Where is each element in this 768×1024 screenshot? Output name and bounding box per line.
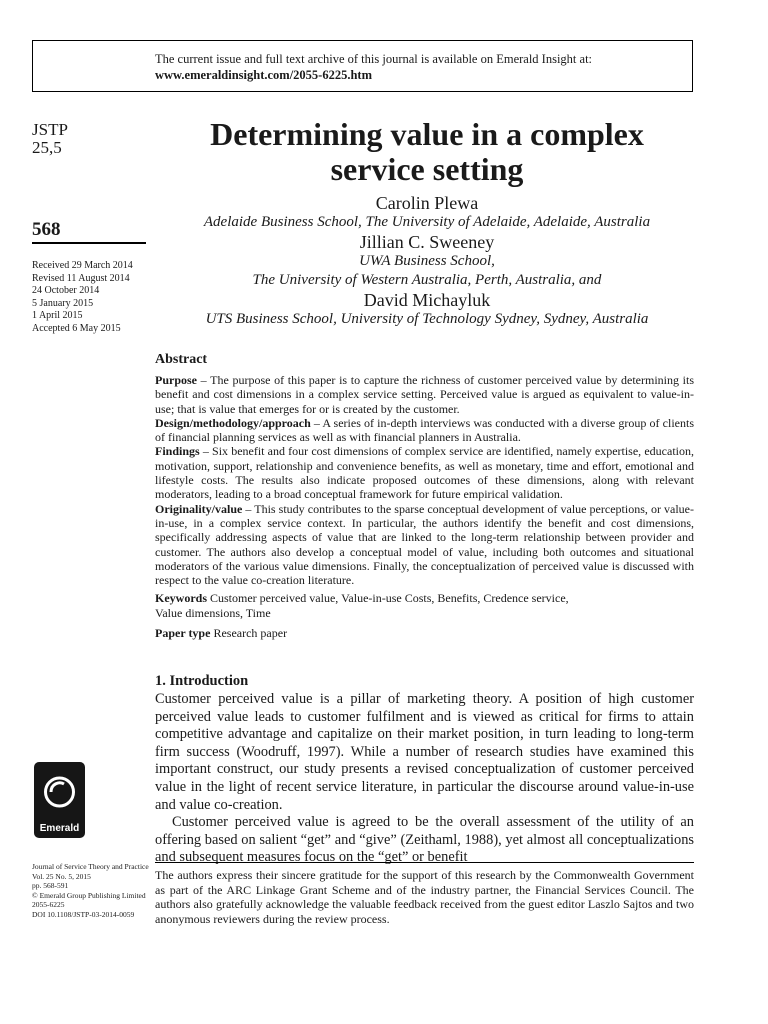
author-affiliation: UTS Business School, University of Technology Sydney, Sydney, Australia xyxy=(205,311,649,327)
paper-type-label: Paper type xyxy=(155,626,211,641)
page-number-rule xyxy=(32,242,146,244)
page-number: 568 xyxy=(32,219,61,240)
journal-pages: pp. 568-591 xyxy=(32,881,69,890)
keywords xyxy=(155,591,694,620)
author-affiliation: Adelaide Business School, The University of Adelaide, Adelaide, Australia xyxy=(203,214,651,230)
date-revised: 1 April 2015 xyxy=(32,310,83,321)
doi: DOI 10.1108/JSTP-03-2014-0059 xyxy=(32,909,135,919)
journal-access-banner xyxy=(32,40,693,92)
keywords-text: Value dimensions, Time xyxy=(155,605,271,620)
acknowledgement-footnote: The authors express their sincere gratitude for the support of this research by the Commonwealth Government as part of the ARC Linkage Grant Scheme and of the industry partner, the Financial Services Council. The authors also gratefully acknowledge the valuable feedback received from the guest editor Laszlo Sajtos and two anonymous reviewers during the review process. xyxy=(155,868,694,926)
journal-name: Journal of Service Theory and Practice xyxy=(32,862,149,871)
author-name: Jillian C. Sweeney xyxy=(359,232,495,252)
date-revised: Revised 11 August 2014 xyxy=(32,272,130,284)
section-label: Design/methodology/approach xyxy=(155,415,311,430)
emerald-logo xyxy=(34,762,85,838)
journal-code xyxy=(32,121,68,157)
body-paragraph: Customer perceived value is agreed to be the overall assessment of the utility of an offering based on salient “get” and “give” (Zeithaml, 1988), yet almost all conceptualizations and subsequent measures focus on the “get” or benefit xyxy=(155,814,694,866)
author-name: Carolin Plewa xyxy=(375,193,479,213)
author-affiliation: UWA Business School, xyxy=(359,253,495,269)
paper-type-value: Research paper xyxy=(213,626,288,641)
section-heading: 1. Introduction xyxy=(155,673,249,689)
abstract-findings xyxy=(155,444,694,501)
paper-type xyxy=(155,626,694,640)
banner-text: The current issue and full text archive of this journal is available on Emerald Insight at: xyxy=(155,52,593,66)
abstract-originality xyxy=(155,502,694,588)
body-paragraph: Customer perceived value is a pillar of marketing theory. A position of high customer perceived value leads to customer fulfilment and is viewed as critical for firms to attain competitive advantage and capitalize on their market position, in turn leading to long-term firm success (Woodruff, 1997). While a number of research studies have examined this important construct, our study presents a revised conceptualization of customer perceived value in the light of recent service literature, in particular the discourse around value-in-use and value co-creation. xyxy=(155,691,694,813)
abstract-purpose xyxy=(155,373,694,416)
author-name: David Michayluk xyxy=(363,290,491,310)
date-received: Received 29 March 2014 xyxy=(32,260,133,271)
section-label: Originality/value xyxy=(155,501,243,516)
abstract-design xyxy=(155,416,694,445)
author-block xyxy=(160,193,694,329)
introduction-section xyxy=(155,673,694,867)
submission-dates xyxy=(32,260,133,335)
footnote-rule xyxy=(155,862,694,863)
journal-abbrev: JSTP xyxy=(32,120,68,139)
section-label: Purpose xyxy=(155,373,197,387)
author-affiliation: The University of Western Australia, Perth, Australia, and xyxy=(252,272,602,288)
keywords-text: Customer perceived value, Value-in-use Costs, Benefits, Credence service, xyxy=(210,591,569,606)
volume-issue: 25,5 xyxy=(32,138,62,157)
copyright: © Emerald Group Publishing Limited xyxy=(32,890,146,900)
abstract-heading: Abstract xyxy=(155,352,208,367)
keywords-label: Keywords xyxy=(155,591,207,606)
section-text: – This study contributes to the sparse conceptual development of value perceptions, or value-in-use, in a complex service context. In particular, the authors identify the benefit and cost dimensions, specifically addressing aspects of value that are linked to the long-term relationship between provider and customer. The authors also develop a conceptual model of value, including both outcomes and situational moderators of the various value dimensions. Finally, the conceptualization of perceived value is discussed with respect to the value co-creation literature. xyxy=(155,501,694,588)
date-revised: 5 January 2015 xyxy=(32,297,94,309)
article-title: Determining value in a complex service setting xyxy=(210,116,644,187)
journal-info xyxy=(32,862,150,919)
journal-url-link[interactable]: www.emeraldinsight.com/2055-6225.htm xyxy=(155,68,372,82)
date-revised: 24 October 2014 xyxy=(32,285,100,296)
date-accepted: Accepted 6 May 2015 xyxy=(32,322,121,334)
journal-volume: Vol. 25 No. 5, 2015 xyxy=(32,871,91,881)
section-text: – Six benefit and four cost dimensions of complex service are identified, namely expertise, education, motivation, support, relationship and convenience benefits, as well as monetary, time and effort, emotional and lifestyle costs. The results also indicate proposed outcomes of these dimensions, along with relevant moderators, leading to a broad conceptual framework for future empirical validation. xyxy=(155,444,694,502)
issn: 2055-6225 xyxy=(32,900,65,909)
emerald-e-icon xyxy=(34,762,85,820)
logo-text: Emerald xyxy=(39,823,80,834)
abstract xyxy=(155,352,694,640)
section-text: – The purpose of this paper is to capture the richness of customer perceived value by determining its benefit and cost dimensions in a complex service setting. Perceived value is argued as equivalent to value-in-use; that is value that emerges for or is created by the customer. xyxy=(155,373,694,416)
section-label: Findings xyxy=(155,444,200,459)
section-text: – A series of in-depth interviews was conducted with a diverse group of clients of financial planning services as well as with financial planners in Australia. xyxy=(155,415,694,445)
